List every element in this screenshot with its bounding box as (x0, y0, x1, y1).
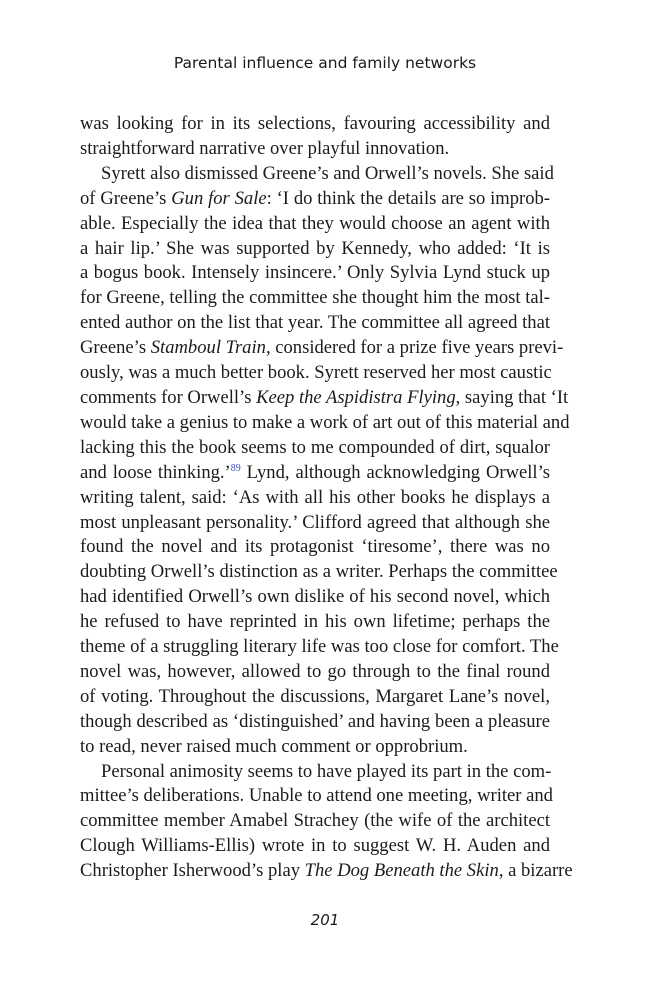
text-run: mittee’s deliberations. Unable to attend one meeting, writer and (80, 785, 553, 807)
text-line (80, 411, 570, 436)
book-title: Stamboul Train (150, 337, 266, 359)
text-run: of Greene’s (80, 187, 172, 209)
text-line (80, 610, 550, 635)
text-run: doubting Orwell’s distinction as a writer. Perhaps the committee (80, 561, 558, 583)
text-run: Lynd, although acknowledging Orwell’s (240, 461, 551, 483)
paragraph (80, 112, 550, 162)
text-run: Christopher Isherwood’s play (80, 860, 305, 882)
text-run: Syrett also dismissed Greene’s and Orwell’s novels. She said (101, 162, 554, 184)
text-run: , considered for a prize five years previ- (265, 337, 564, 359)
text-run: to read, never raised much comment or opprobrium. (80, 735, 468, 757)
text-run: most unpleasant personality.’ Clifford agreed that although she (80, 511, 550, 533)
text-run: theme of a struggling literary life was too close for comfort. The (80, 636, 559, 658)
text-run: , saying that ‘It (455, 386, 569, 408)
text-line (80, 809, 550, 834)
text-run: he refused to have reprinted in his own lifetime; perhaps the (80, 611, 550, 633)
text-line (80, 137, 550, 162)
text-line (80, 386, 569, 411)
text-line (80, 585, 550, 610)
book-title: Gun for Sale (171, 187, 267, 209)
text-line (80, 535, 550, 560)
text-line (80, 187, 550, 212)
text-line (80, 212, 550, 237)
text-run: and loose thinking.’ (80, 461, 231, 483)
text-run: was looking for in its selections, favouring accessibility and (80, 113, 550, 134)
text-run: writing talent, said: ‘As with all his other books he displays a (80, 486, 550, 508)
text-run: lacking this the book seems to me compounded of dirt, squalor (80, 436, 550, 458)
text-run: able. Especially the idea that they would choose an agent with (80, 212, 550, 234)
text-line (80, 162, 554, 187)
running-head: Parental influence and family networks (173, 54, 477, 72)
text-line (80, 660, 550, 685)
text-line (80, 436, 550, 461)
text-run: though described as ‘distinguished’ and having been a pleasure (80, 710, 550, 732)
text-run: had identified Orwell’s own dislike of his second novel, which (80, 586, 550, 608)
text-line (80, 112, 550, 137)
text-line (80, 486, 550, 511)
text-run: a hair lip.’ She was supported by Kennedy, who added: ‘It is (80, 237, 550, 259)
text-line (80, 361, 550, 386)
text-run: found the novel and its protagonist ‘tiresome’, there was no (80, 536, 550, 558)
text-line (80, 760, 550, 785)
text-line (80, 311, 550, 336)
text-line (80, 834, 550, 859)
text-line (80, 685, 550, 710)
text-line (80, 710, 550, 735)
text-line (80, 511, 550, 536)
text-run: a bogus book. Intensely insincere.’ Only Sylvia Lynd stuck up (80, 262, 550, 284)
text-run: novel was, however, allowed to go through to the final round (80, 660, 550, 682)
text-line (80, 560, 558, 585)
text-run: would take a genius to make a work of art out of this material and (80, 411, 570, 433)
text-run: Personal animosity seems to have played its part in the com- (101, 760, 552, 782)
paragraph (80, 162, 570, 760)
text-line (80, 286, 550, 311)
text-line (80, 784, 553, 809)
text-run: committee member Amabel Strachey (the wife of the architect (80, 810, 550, 832)
text-run: ented author on the list that year. The committee all agreed that (80, 312, 550, 334)
text-run: ously, was a much better book. Syrett reserved her most caustic (80, 362, 552, 384)
text-run: : ‘I do think the details are so improb- (266, 187, 550, 209)
text-line (80, 461, 550, 486)
body-text (80, 112, 573, 884)
text-line (80, 859, 573, 884)
page-number: 201 (310, 911, 340, 929)
text-run: Greene’s (80, 337, 151, 359)
text-run: , a bizarre (498, 860, 573, 882)
text-line (80, 237, 550, 262)
text-line (80, 336, 564, 361)
text-run: comments for Orwell’s (80, 386, 257, 408)
text-line (80, 735, 550, 760)
text-run: straightforward narrative over playful innovation. (80, 137, 450, 159)
footnote-ref[interactable]: 89 (230, 462, 241, 474)
text-run: for Greene, telling the committee she thought him the most tal- (80, 287, 550, 309)
paragraph (80, 760, 573, 885)
text-line (80, 261, 550, 286)
book-title: Keep the Aspidistra Flying (256, 386, 456, 408)
text-line (80, 635, 559, 660)
book-title: The Dog Beneath the Skin (304, 860, 499, 882)
text-run: of voting. Throughout the discussions, Margaret Lane’s novel, (80, 685, 550, 707)
text-run: Clough Williams-Ellis) wrote in to suggest W. H. Auden and (80, 835, 550, 857)
